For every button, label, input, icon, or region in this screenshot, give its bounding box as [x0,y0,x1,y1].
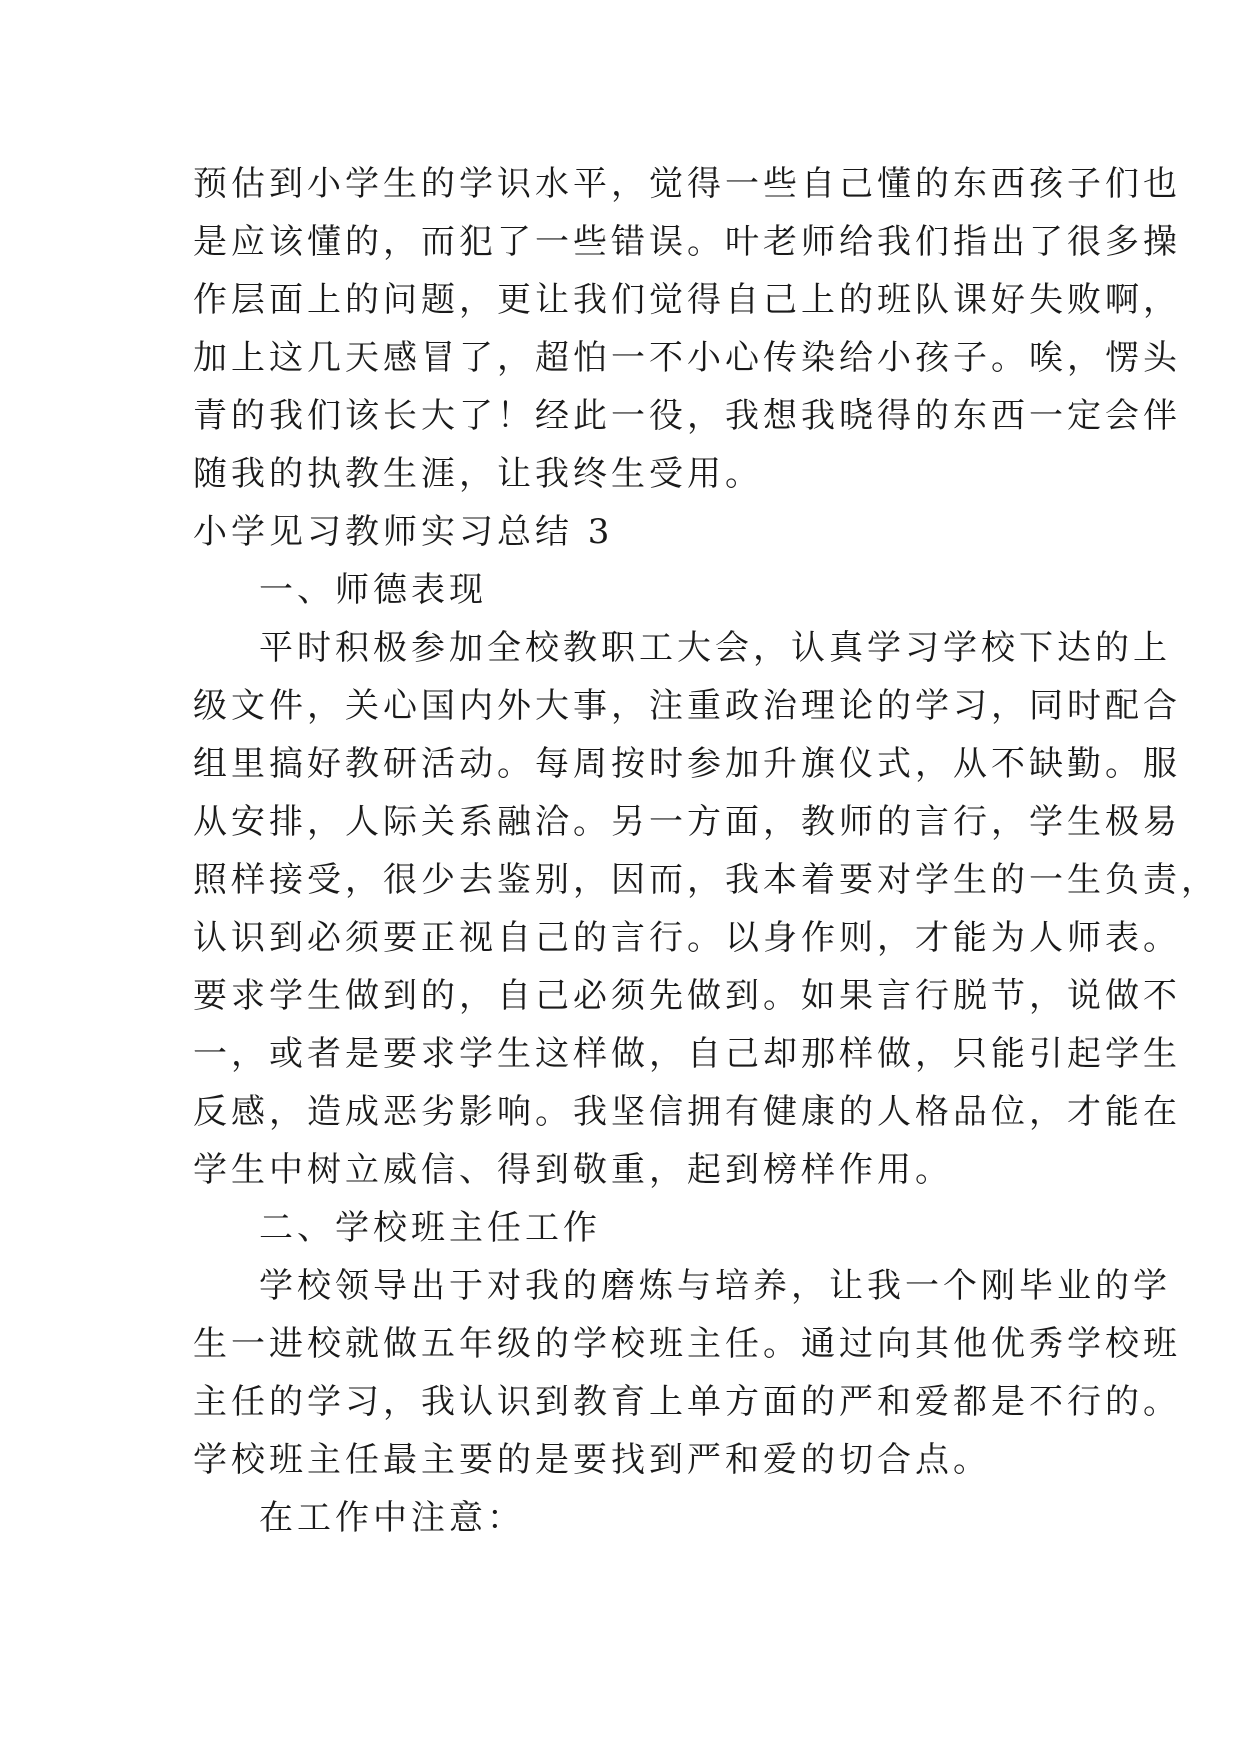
text-line: 级文件，关心国内外大事，注重政治理论的学习，同时配合 [193,686,1181,726]
document-body [193,155,1219,1547]
text-line: 平时积极参加全校教职工大会，认真学习学校下达的上 [259,628,1171,668]
text-line: 预估到小学生的学识水平，觉得一些自己懂的东西孩子们也 [193,164,1181,204]
text-line: 生一进校就做五年级的学校班主任。通过向其他优秀学校班 [193,1324,1181,1364]
text-line: 学校领导出于对我的磨炼与培养，让我一个刚毕业的学 [259,1266,1171,1306]
text-line: 从安排，人际关系融洽。另一方面，教师的言行，学生极易 [193,802,1181,842]
text-line: 是应该懂的，而犯了一些错误。叶老师给我们指出了很多操 [193,222,1181,262]
text-line: 学生中树立威信、得到敬重，起到榜样作用。 [193,1150,953,1190]
text-line: 要求学生做到的，自己必须先做到。如果言行脱节，说做不 [193,976,1181,1016]
section-heading-ethics: 一、师德表现 [259,570,487,610]
text-line: 组里搞好教研活动。每周按时参加升旗仪式，从不缺勤。服 [193,744,1181,784]
text-line: 随我的执教生涯，让我终生受用。 [193,454,763,494]
section-heading-class-teacher: 二、学校班主任工作 [259,1208,601,1248]
text-line: 认识到必须要正视自己的言行。以身作则，才能为人师表。 [193,918,1181,958]
text-line: 学校班主任最主要的是要找到严和爱的切合点。 [193,1440,991,1480]
text-line: 主任的学习，我认识到教育上单方面的严和爱都是不行的。 [193,1382,1181,1422]
text-line: 一，或者是要求学生这样做，自己却那样做，只能引起学生 [193,1034,1181,1074]
section-title: 小学见习教师实习总结 3 [193,512,614,552]
text-line: 青的我们该长大了！经此一役，我想我晓得的东西一定会伴 [193,396,1181,436]
text-line: 反感，造成恶劣影响。我坚信拥有健康的人格品位，才能在 [193,1092,1181,1132]
text-line: 照样接受，很少去鉴别，因而，我本着要对学生的一生负责， [193,860,1219,900]
text-line: 在工作中注意： [259,1498,525,1538]
text-line: 加上这几天感冒了，超怕一不小心传染给小孩子。唉，愣头 [193,338,1181,378]
text-line: 作层面上的问题，更让我们觉得自己上的班队课好失败啊， [193,280,1181,320]
